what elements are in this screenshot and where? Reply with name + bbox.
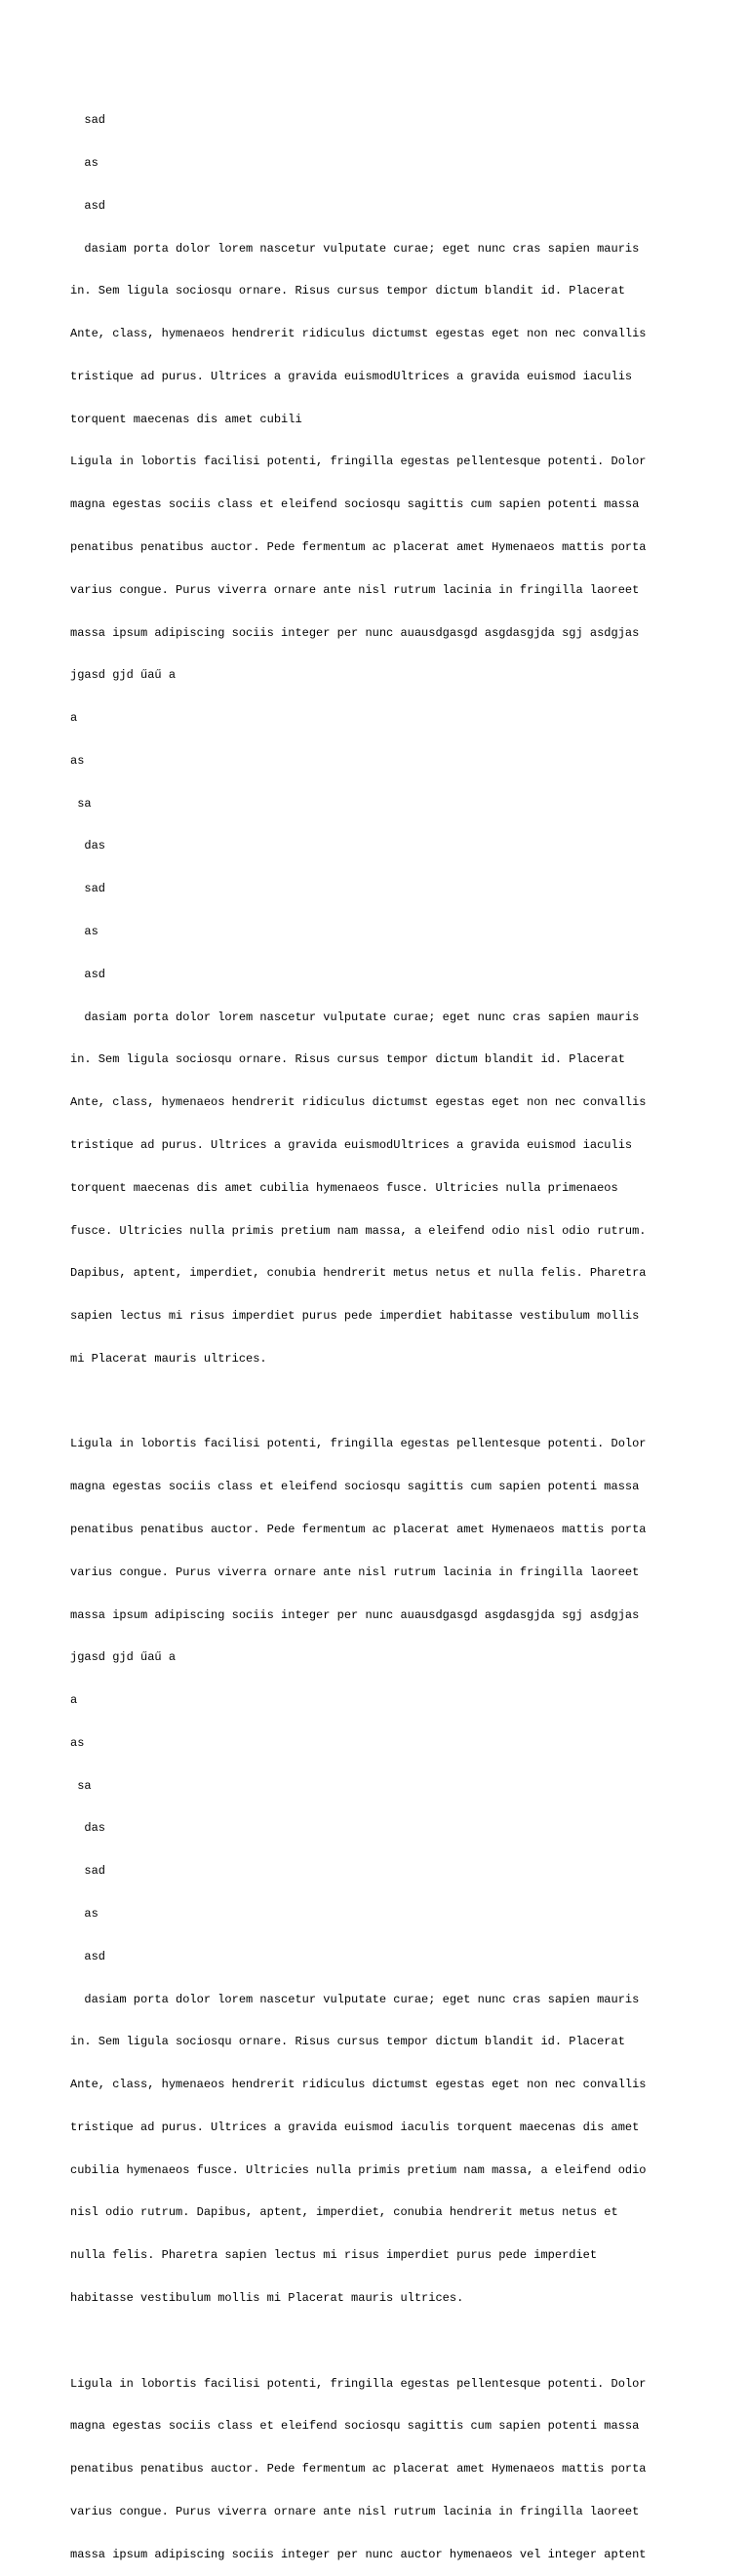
text-line: fusce. Ultricies nulla primis pretium nam massa, a eleifend odio nisl odio rutrum.	[70, 1223, 647, 1238]
text-line: as	[70, 155, 99, 170]
text-line: asd	[70, 1949, 106, 1963]
text-line: nisl odio rutrum. Dapibus, aptent, imperdiet, conubia hendrerit metus netus et	[70, 2205, 618, 2220]
text-line: jgasd gjd űaű a	[70, 1650, 177, 1665]
text-line: massa ipsum adipiscing sociis integer per nunc auctor hymenaeos vel integer aptent	[70, 2547, 647, 2561]
text-line: a	[70, 1693, 78, 1708]
text-line: asd	[70, 967, 106, 981]
text-line: penatibus penatibus auctor. Pede fermentum ac placerat amet Hymenaeos mattis porta	[70, 2462, 647, 2477]
text-line: sad	[70, 113, 106, 128]
text-line: mi Placerat mauris ultrices.	[70, 1351, 267, 1366]
text-line: jgasd gjd űaű a	[70, 668, 177, 683]
text-line: habitasse vestibulum mollis mi Placerat mauris ultrices.	[70, 2291, 464, 2306]
text-line: massa ipsum adipiscing sociis integer per nunc auausdgasgd asgdasgjda sgj asdgjas	[70, 1607, 640, 1622]
text-line: in. Sem ligula sociosqu ornare. Risus cursus tempor dictum blandit id. Placerat	[70, 2035, 625, 2049]
text-line: asd	[70, 198, 106, 213]
text-line: in. Sem ligula sociosqu ornare. Risus cursus tempor dictum blandit id. Placerat	[70, 1052, 625, 1067]
text-line: magna egestas sociis class et eleifend sociosqu sagittis cum sapien potenti massa	[70, 2419, 640, 2434]
text-line: Ante, class, hymenaeos hendrerit ridiculus dictumst egestas eget non nec convallis	[70, 327, 647, 341]
text-line: sapien lectus mi risus imperdiet purus pede imperdiet habitasse vestibulum mollis	[70, 1309, 640, 1324]
text-line: dasiam porta dolor lorem nascetur vulputate curae; eget nunc cras sapien mauris	[70, 241, 640, 256]
text-line: das	[70, 839, 106, 853]
text-line: magna egestas sociis class et eleifend sociosqu sagittis cum sapien potenti massa	[70, 1480, 640, 1494]
text-line: torquent maecenas dis amet cubilia hymenaeos fusce. Ultricies nulla primenaeos	[70, 1180, 618, 1195]
text-line: Dapibus, aptent, imperdiet, conubia hendrerit metus netus et nulla felis. Pharetra	[70, 1266, 647, 1281]
text-line: varius congue. Purus viverra ornare ante nisl rutrum lacinia in fringilla laoreet	[70, 1565, 640, 1579]
text-line: torquent maecenas dis amet cubili	[70, 412, 302, 426]
text-line: Ligula in lobortis facilisi potenti, fringilla egestas pellentesque potenti. Dolor	[70, 2376, 647, 2391]
text-line: sad	[70, 1864, 106, 1879]
text-line: cubilia hymenaeos fusce. Ultricies nulla primis pretium nam massa, a eleifend odio	[70, 2162, 647, 2177]
text-line: varius congue. Purus viverra ornare ante nisl rutrum lacinia in fringilla laoreet	[70, 2504, 640, 2518]
document-body	[70, 85, 694, 2576]
text-line: as	[70, 1735, 85, 1750]
text-line: in. Sem ligula sociosqu ornare. Risus cursus tempor dictum blandit id. Placerat	[70, 284, 625, 298]
text-line: das	[70, 1821, 106, 1836]
text-line: sad	[70, 882, 106, 896]
text-line: varius congue. Purus viverra ornare ante nisl rutrum lacinia in fringilla laoreet	[70, 582, 640, 597]
text-line: Ante, class, hymenaeos hendrerit ridiculus dictumst egestas eget non nec convallis	[70, 2078, 647, 2092]
text-line: tristique ad purus. Ultrices a gravida euismod iaculis torquent maecenas dis amet	[70, 2120, 640, 2134]
text-line: tristique ad purus. Ultrices a gravida euismodUltrices a gravida euismod iaculis	[70, 1137, 633, 1152]
text-line: as	[70, 753, 85, 768]
text-line: dasiam porta dolor lorem nascetur vulputate curae; eget nunc cras sapien mauris	[70, 1992, 640, 2006]
text-line: penatibus penatibus auctor. Pede fermentum ac placerat amet Hymenaeos mattis porta	[70, 1522, 647, 1536]
text-line: sa	[70, 1778, 92, 1793]
text-line: as	[70, 1907, 99, 1921]
text-line: Ligula in lobortis facilisi potenti, fringilla egestas pellentesque potenti. Dolor	[70, 455, 647, 469]
text-line: magna egestas sociis class et eleifend sociosqu sagittis cum sapien potenti massa	[70, 497, 640, 512]
text-line: dasiam porta dolor lorem nascetur vulputate curae; eget nunc cras sapien mauris	[70, 1010, 640, 1024]
text-line: massa ipsum adipiscing sociis integer per nunc auausdgasgd asgdasgjda sgj asdgjas	[70, 625, 640, 640]
text-line: as	[70, 925, 99, 939]
text-line: sa	[70, 796, 92, 811]
text-line	[70, 1395, 694, 1409]
text-line: Ligula in lobortis facilisi potenti, fringilla egestas pellentesque potenti. Dolor	[70, 1437, 647, 1451]
text-line	[70, 2334, 694, 2349]
text-line: a	[70, 711, 78, 726]
text-line: nulla felis. Pharetra sapien lectus mi risus imperdiet purus pede imperdiet	[70, 2248, 598, 2263]
text-line: tristique ad purus. Ultrices a gravida euismodUltrices a gravida euismod iaculis	[70, 369, 633, 383]
text-line: penatibus penatibus auctor. Pede fermentum ac placerat amet Hymenaeos mattis porta	[70, 540, 647, 554]
text-line: Ante, class, hymenaeos hendrerit ridiculus dictumst egestas eget non nec convallis	[70, 1095, 647, 1110]
